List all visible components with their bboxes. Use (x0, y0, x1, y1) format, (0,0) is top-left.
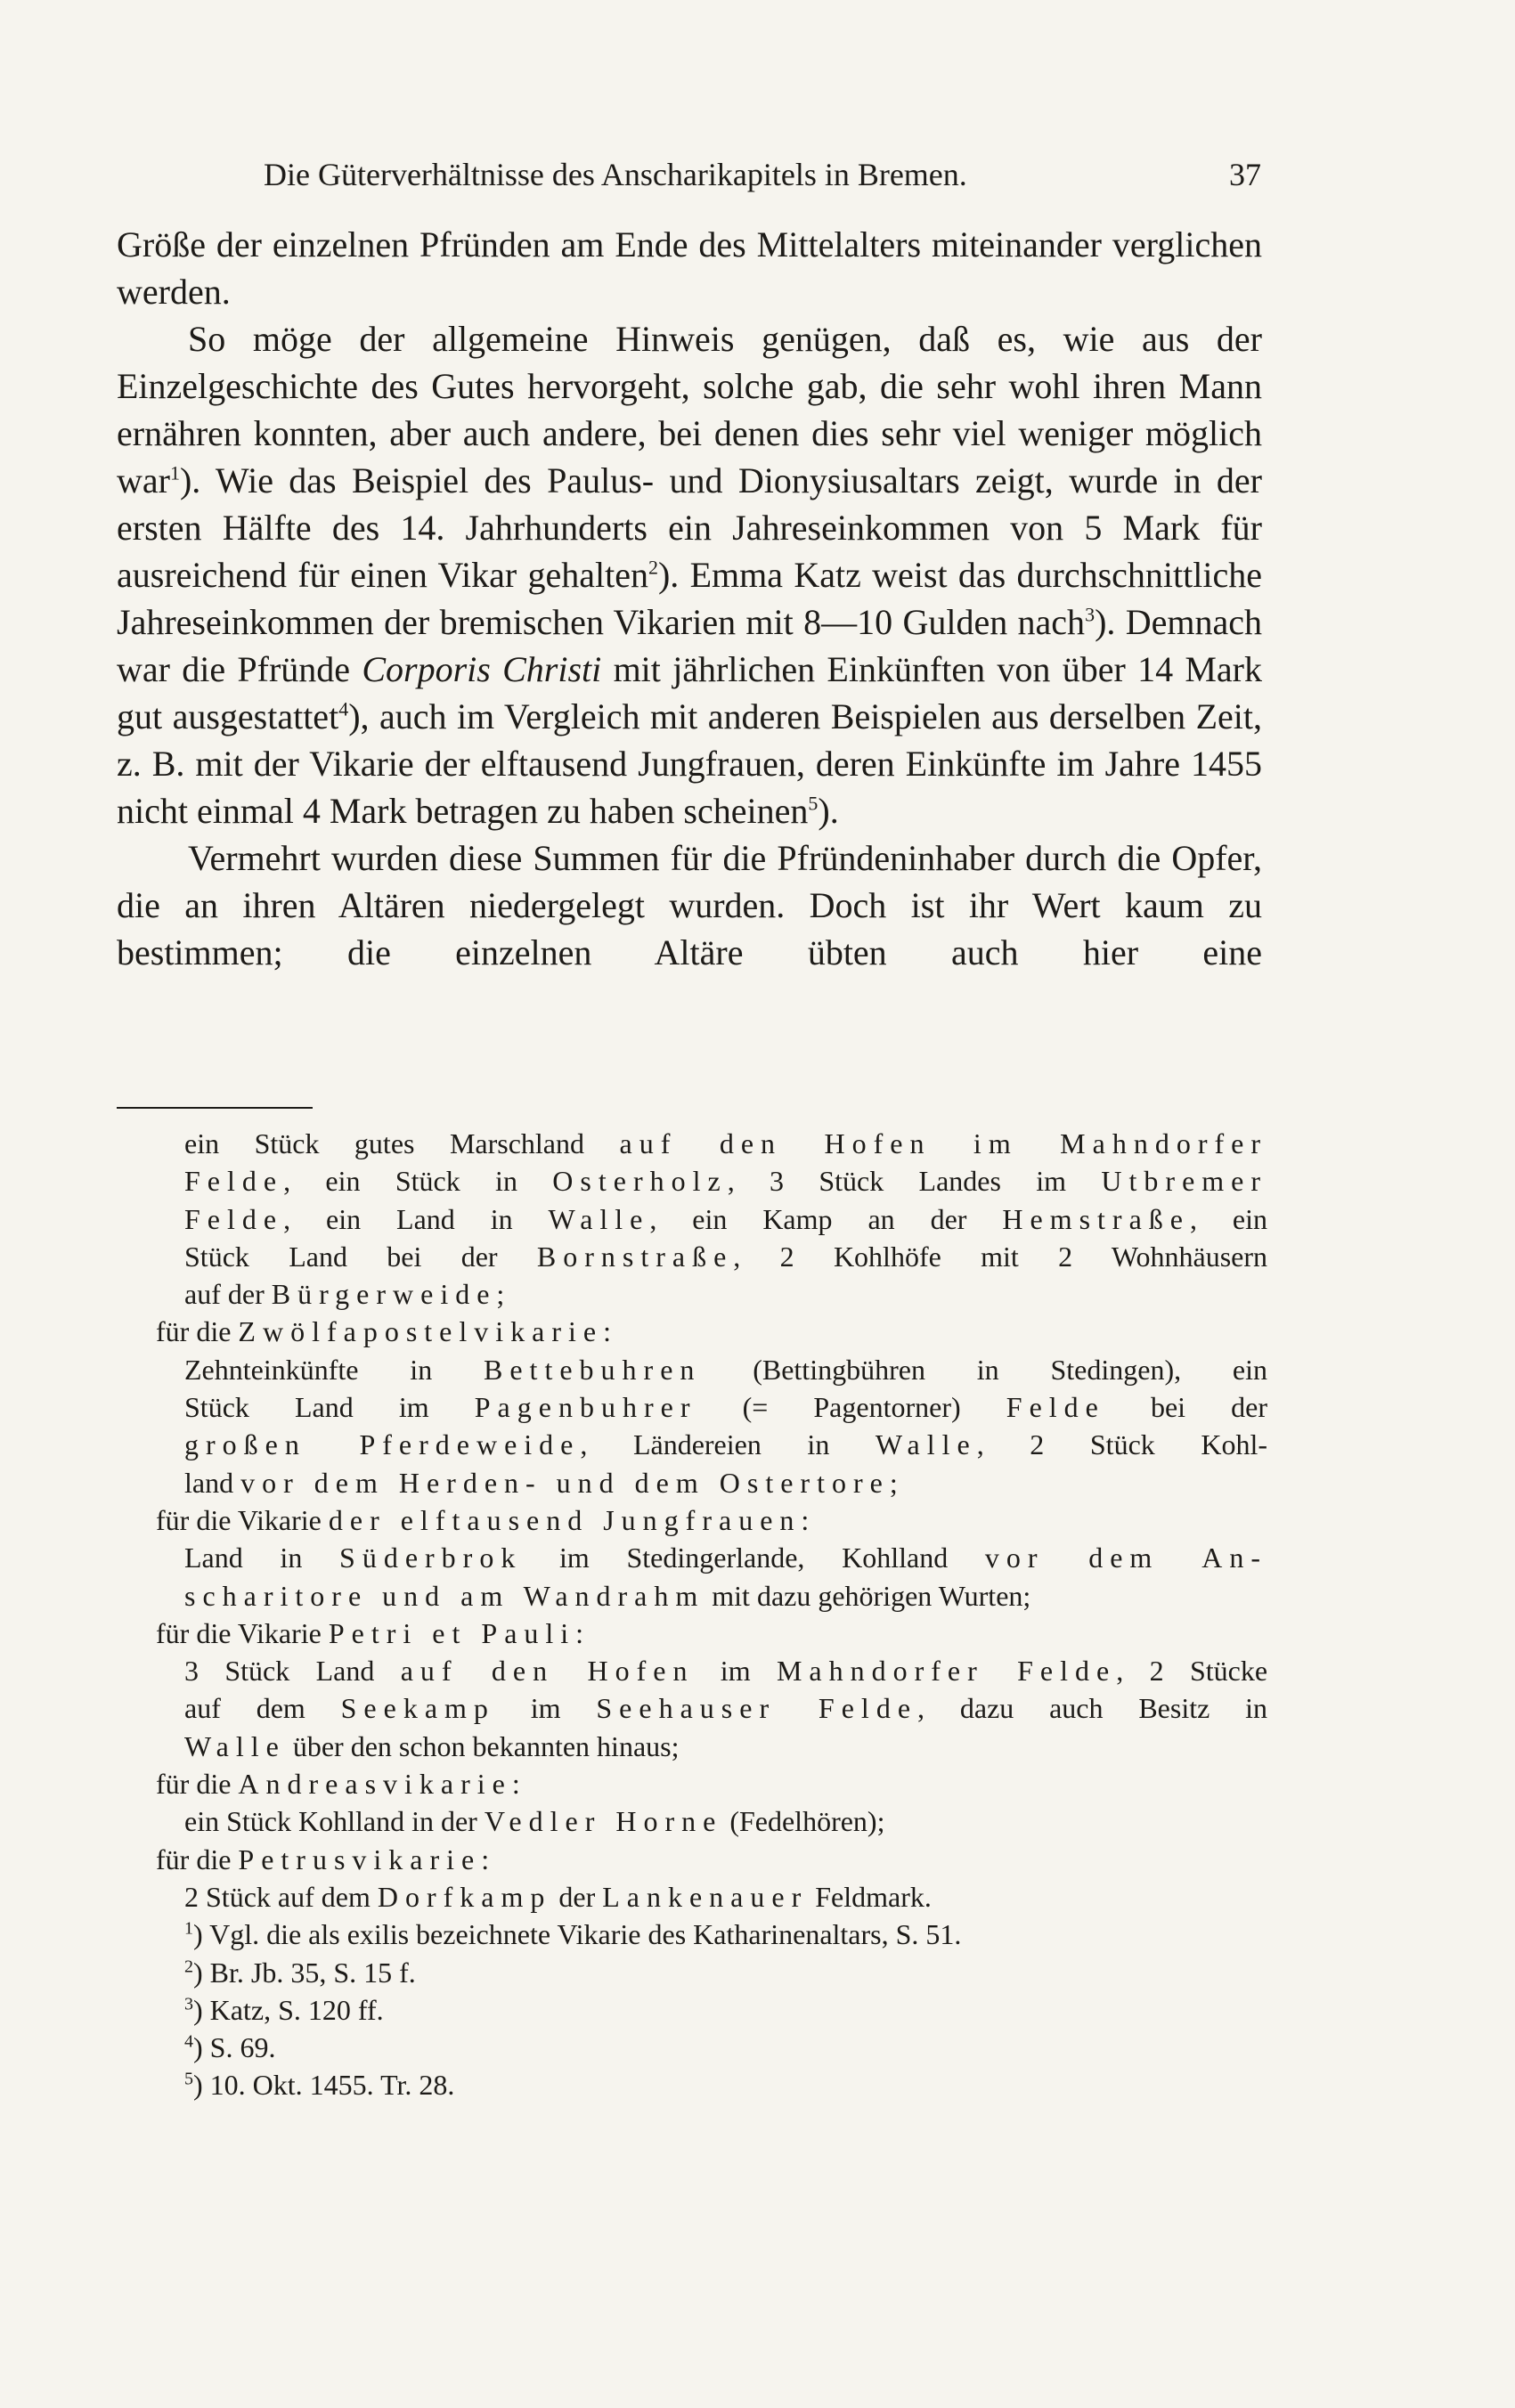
note-line: großen Pferdeweide, Ländereien in Walle, 2 Stück Kohl- (184, 1428, 1267, 1461)
note-line: auf der Bürgerweide; (184, 1278, 505, 1311)
footnote-1: $^1$) Vgl. die als exilis bezeichnete Vikarie des Katharinenaltars, S. 51. (184, 1918, 962, 1951)
footnote-ref-5: 5 (808, 792, 819, 815)
paragraph-1-text: Größe der einzelnen Pfründen am Ende des Mittelalters miteinander verglichen werden. (117, 224, 1262, 312)
footnote-3: $^3$) Katz, S. 120 ff. (184, 1993, 384, 2026)
footnote-area (156, 1125, 1267, 2104)
note-line: Zehnteinkünfte in Bettebuhren (Bettingbühren in Stedingen), ein (184, 1353, 1267, 1386)
note-line: für die Zwölfapostelvikarie: (156, 1315, 611, 1348)
footnote-2: $^2$) Br. Jb. 35, S. 15 f. (184, 1956, 416, 1989)
running-header (264, 155, 1261, 194)
note-line: scharitore und am Wandrahm mit dazu gehörigen Wurten; (184, 1579, 1031, 1612)
note-line: Felde, ein Land in Walle, ein Kamp an der Hemstraße, ein (184, 1202, 1268, 1235)
note-line: Felde, ein Stück in Osterholz, 3 Stück Landes im Utbremer (184, 1165, 1268, 1198)
note-line: ein Stück gutes Marschland auf den Hofen im Mahndorfer (184, 1127, 1268, 1159)
footnote-ref-4: 4 (338, 697, 349, 720)
paragraph-3 (117, 834, 1262, 976)
paragraph-2-text-c: ). Emma Katz weist das durchschnittliche Jahreseinkommen der bremischen Vikarien mit 8—10 Gulden nach (117, 555, 1262, 642)
paragraph-2-text-a: So möge der allgemeine Hinweis genügen, daß es, wie aus der Einzelgeschichte des Gutes hervorgeht, solche gab, die sehr wohl ihren Mann ernähren konnten, aber auch andere, bei denen dies sehr viel weniger möglich war (117, 319, 1262, 500)
paragraph-3-text: Vermehrt wurden diese Summen für die Pfründeninhaber durch die Opfer, die an ihren Altären niedergelegt wurden. Doch ist ihr Wert kaum zu bestimmen; die einzelnen Altäre übten auch hier eine (117, 838, 1262, 972)
note-line: auf dem Seekamp im Seehauser Felde, dazu auch Besitz in (184, 1692, 1268, 1725)
note-line: 3 Stück Land auf den Hofen im Mahndorfer Felde, 2 Stücke (184, 1655, 1268, 1688)
note-line: ein Stück Kohlland in der Vedler Horne (Fedelhören); (184, 1805, 885, 1838)
footnote-ref-2: 2 (648, 556, 658, 579)
running-title: Die Güterverhältnisse des Anscharikapitels in Bremen. (264, 157, 967, 192)
note-line: für die Vikarie Petri et Pauli: (156, 1616, 584, 1649)
note-line: 2 Stück auf dem Dorfkamp der Lankenauer Feldmark. (184, 1880, 932, 1913)
paragraph-2-text-g: ). (818, 791, 839, 831)
paragraph-2-text-f: ), auch im Vergleich mit anderen Beispielen aus derselben Zeit, z. B. mit der Vikarie der elftausend Jungfrauen, deren Einkünfte im Jahre 1455 nicht einmal 4 Mark betragen zu haben scheinen (117, 696, 1263, 831)
note-line: land vor dem Herden- und dem Ostertore; (184, 1466, 898, 1499)
note-line: für die Andreasvikarie: (156, 1768, 520, 1801)
note-line: Walle über den schon bekannten hinaus; (184, 1729, 680, 1762)
note-line: Stück Land im Pagenbuhrer (= Pagentorner) Felde bei der (184, 1391, 1268, 1424)
note-line: für die Vikarie der elftausend Jungfrauen: (156, 1503, 810, 1536)
paragraph-2-text-b: ). Wie das Beispiel des Paulus- und Dionysiusaltars zeigt, wurde in der ersten Hälfte des 14. Jahrhunderts ein Jahreseinkommen von 5 Mark für ausreichend für einen Vikar gehalten (117, 460, 1262, 595)
footnote-4: $^4$) S. 69. (184, 2031, 276, 2064)
paragraph-1 (117, 221, 1262, 315)
italic-term: Corporis Christi (362, 649, 602, 689)
footnote-divider (117, 1107, 313, 1109)
note-line: Land in Süderbrok im Stedingerlande, Kohlland vor dem An- (184, 1542, 1268, 1574)
note-line: Stück Land bei der Bornstraße, 2 Kohlhöfe mit 2 Wohnhäusern (184, 1240, 1268, 1273)
paragraph-2-text-e: mit jährlichen Einkünften von über 14 Mark gut ausgestattet (117, 649, 1263, 736)
paragraph-2-text-d: ). Demnach war die Pfründe (117, 602, 1262, 689)
footnote-ref-1: 1 (169, 461, 180, 484)
main-text (117, 221, 1262, 976)
page-number: 37 (1229, 157, 1261, 192)
footnote-ref-3: 3 (1085, 603, 1096, 626)
note-line: für die Petrusvikarie: (156, 1843, 490, 1875)
paragraph-2 (117, 315, 1262, 834)
footnote-5: $^5$) 10. Okt. 1455. Tr. 28. (184, 2069, 455, 2102)
